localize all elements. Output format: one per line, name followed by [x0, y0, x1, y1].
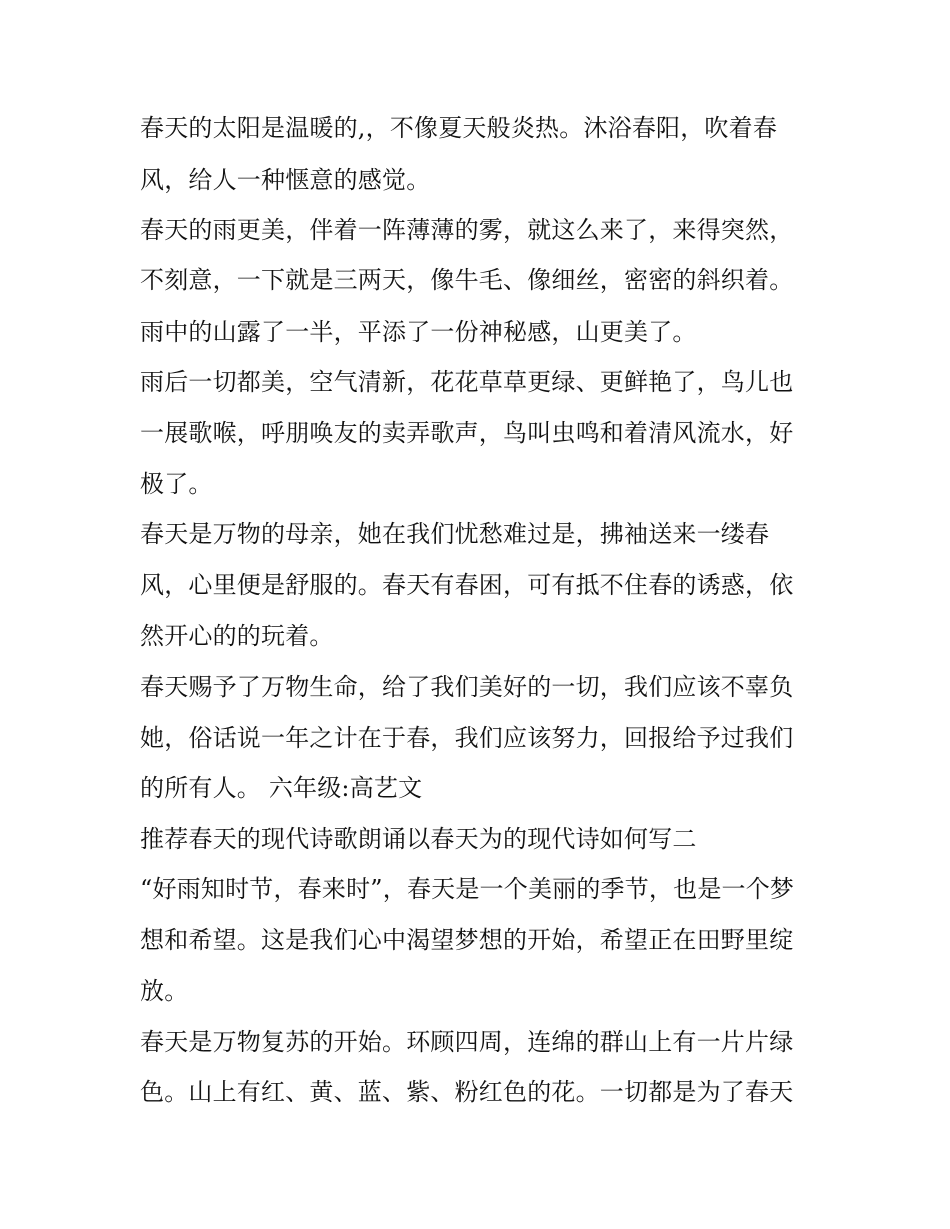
text-line: 想和希望。这是我们心中渴望梦想的开始，希望正在田野里绽 — [140, 926, 794, 954]
text-line: 推荐春天的现代诗歌朗诵以春天为的现代诗如何写二 — [140, 825, 697, 853]
text-line: “好雨知时节，春来时”，春天是一个美丽的季节，也是一个梦 — [140, 875, 795, 903]
text-line: 春天是万物的母亲，她在我们忧愁难过是，拂袖送来一缕春 — [140, 520, 770, 548]
text-line: 放。 — [140, 977, 189, 1005]
text-line: 春天是万物复苏的开始。环顾四周，连绵的群山上有一片片绿 — [140, 1028, 794, 1056]
text-line: 不刻意，一下就是三两天，像牛毛、像细丝，密密的斜织着。 — [140, 266, 794, 294]
text-line: 春天的太阳是温暖的,，不像夏天般炎热。沐浴春阳，吹着春 — [140, 114, 778, 142]
text-line: 雨后一切都美，空气清新，花花草草更绿、更鲜艳了，鸟儿也 — [140, 368, 794, 396]
text-line: 一展歌喉，呼朋唤友的卖弄歌声，鸟叫虫鸣和着清风流水，好 — [140, 419, 794, 447]
text-line: 色。山上有红、黄、蓝、紫、粉红色的花。一切都是为了春天 — [140, 1078, 794, 1106]
text-line: 春天的雨更美，伴着一阵薄薄的雾，就这么来了，来得突然， — [140, 216, 794, 244]
text-line: 风，心里便是舒服的。春天有春困，可有抵不住春的诱惑，依 — [140, 571, 794, 599]
text-line: 春天赐予了万物生命，给了我们美好的一切，我们应该不辜负 — [140, 673, 794, 701]
text-line: 风，给人一种惬意的感觉。 — [140, 166, 431, 194]
text-line: 极了。 — [140, 470, 213, 498]
text-line: 雨中的山露了一半，平添了一份神秘感，山更美了。 — [140, 318, 697, 346]
text-line: 她，俗话说一年之计在于春，我们应该努力，回报给予过我们 — [140, 724, 794, 752]
text-line: 然开心的的玩着。 — [140, 622, 334, 650]
text-line: 的所有人。 六年级:高艺文 — [140, 774, 423, 802]
